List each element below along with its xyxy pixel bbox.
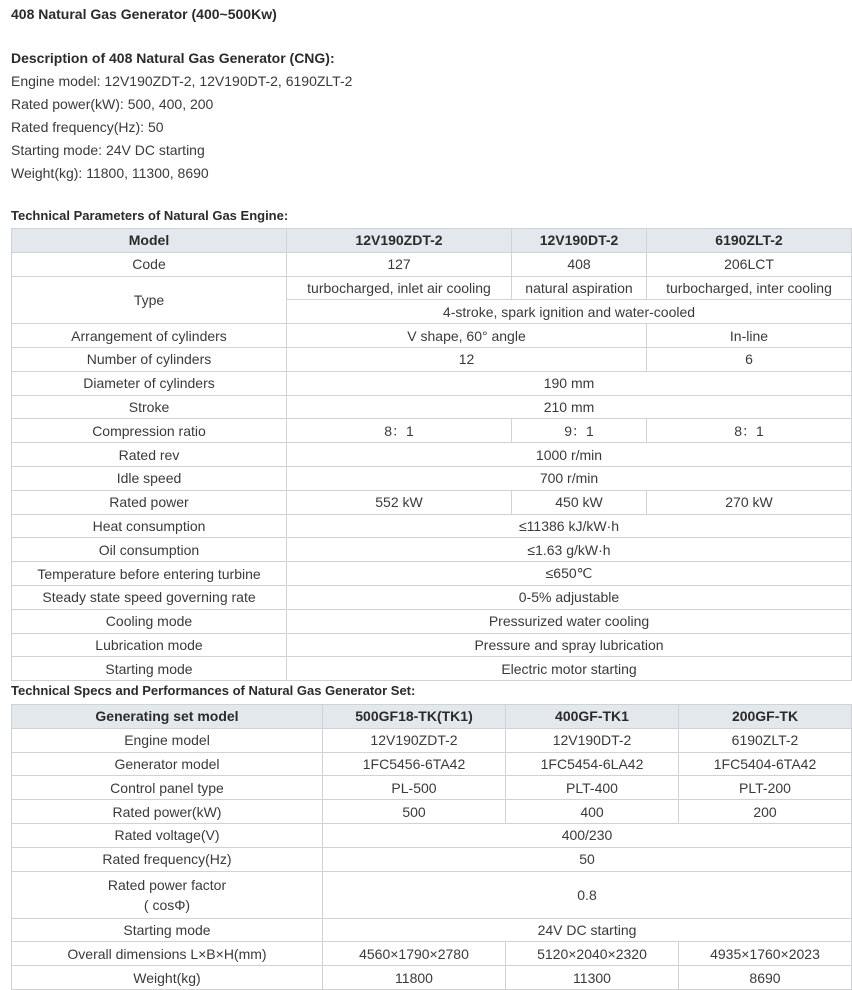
- row-label: Temperature before entering turbine: [12, 562, 287, 586]
- power-factor-label: Rated power factor: [107, 876, 227, 893]
- header-cell: 400GF-TK1: [506, 705, 679, 729]
- table-cell: 6190ZLT-2: [679, 728, 852, 752]
- table-cell: 5120×2040×2320: [506, 942, 679, 966]
- row-label: Number of cylinders: [12, 347, 287, 371]
- row-label: Weight(kg): [12, 966, 323, 990]
- engine-section-heading: Technical Parameters of Natural Gas Engine:: [11, 208, 289, 223]
- table-cell: 4560×1790×2780: [323, 942, 506, 966]
- row-label: Generator model: [12, 752, 323, 776]
- table-header-row: [12, 705, 852, 729]
- table-cell: 9：1: [512, 419, 647, 443]
- row-label: Idle speed: [12, 466, 287, 490]
- header-cell: 500GF18-TK(TK1): [323, 705, 506, 729]
- row-label: Heat consumption: [12, 514, 287, 538]
- table-row: [12, 585, 852, 609]
- table-row: [12, 514, 852, 538]
- row-label: Code: [12, 252, 287, 276]
- table-cell: 11800: [323, 966, 506, 990]
- table-cell: PL-500: [323, 776, 506, 800]
- table-cell: In-line: [647, 324, 852, 348]
- row-label: Starting mode: [12, 657, 287, 681]
- table-cell: 24V DC starting: [323, 918, 852, 942]
- table-cell: 127: [287, 252, 512, 276]
- table-row: [12, 419, 852, 443]
- table-cell: 190 mm: [287, 371, 852, 395]
- table-cell: V shape, 60° angle: [287, 324, 647, 348]
- row-label: Oil consumption: [12, 538, 287, 562]
- row-label: Steady state speed governing rate: [12, 585, 287, 609]
- table-row: [12, 847, 852, 871]
- description-line: Weight(kg): 11800, 11300, 8690: [11, 165, 209, 181]
- engine-parameters-table: [11, 228, 852, 681]
- table-cell: 0-5% adjustable: [287, 585, 852, 609]
- table-row: [12, 776, 852, 800]
- row-label: Engine model: [12, 728, 323, 752]
- table-header-row: [12, 229, 852, 253]
- table-row: [12, 752, 852, 776]
- row-label: Overall dimensions L×B×H(mm): [12, 942, 323, 966]
- table-cell: 12V190DT-2: [506, 728, 679, 752]
- table-cell: 400: [506, 800, 679, 824]
- table-row: [12, 918, 852, 942]
- row-label: Cooling mode: [12, 609, 287, 633]
- row-label: Rated frequency(Hz): [12, 847, 323, 871]
- row-label: Type: [12, 276, 287, 324]
- row-label: Lubrication mode: [12, 633, 287, 657]
- table-row: [12, 490, 852, 514]
- description-line: Starting mode: 24V DC starting: [11, 142, 205, 158]
- table-cell: 11300: [506, 966, 679, 990]
- table-cell: 270 kW: [647, 490, 852, 514]
- table-cell: 206LCT: [647, 252, 852, 276]
- row-label: Diameter of cylinders: [12, 371, 287, 395]
- table-cell: 500: [323, 800, 506, 824]
- row-label: Starting mode: [12, 918, 323, 942]
- table-row: [12, 800, 852, 824]
- row-label: Compression ratio: [12, 419, 287, 443]
- table-row: [12, 252, 852, 276]
- table-row: [12, 942, 852, 966]
- table-cell: 200: [679, 800, 852, 824]
- table-row: [12, 609, 852, 633]
- table-cell: turbocharged, inlet air cooling: [287, 276, 512, 300]
- table-row: [12, 466, 852, 490]
- table-cell: 8：1: [647, 419, 852, 443]
- header-cell: 200GF-TK: [679, 705, 852, 729]
- description-line: Rated frequency(Hz): 50: [11, 119, 164, 135]
- table-cell: 450 kW: [512, 490, 647, 514]
- table-cell: 400/230: [323, 823, 852, 847]
- row-label: Rated power: [12, 490, 287, 514]
- row-label: Arrangement of cylinders: [12, 324, 287, 348]
- description-line: Rated power(kW): 500, 400, 200: [11, 96, 214, 112]
- table-cell: 1FC5404-6TA42: [679, 752, 852, 776]
- table-row: [12, 538, 852, 562]
- header-cell: Generating set model: [12, 705, 323, 729]
- table-cell: 8690: [679, 966, 852, 990]
- row-label: Rated rev: [12, 443, 287, 467]
- genset-section-heading: Technical Specs and Performances of Natural Gas Generator Set:: [11, 683, 416, 698]
- row-label: Rated voltage(V): [12, 823, 323, 847]
- table-row: [12, 966, 852, 990]
- table-cell: 552 kW: [287, 490, 512, 514]
- table-row: [12, 823, 852, 847]
- table-row: [12, 371, 852, 395]
- header-cell: Model: [12, 229, 287, 253]
- table-cell: Pressurized water cooling: [287, 609, 852, 633]
- table-cell: Pressure and spray lubrication: [287, 633, 852, 657]
- genset-specs-table: [11, 704, 852, 990]
- table-row: [12, 871, 852, 918]
- table-cell: ≤1.63 g/kW·h: [287, 538, 852, 562]
- table-cell: 8：1: [287, 419, 512, 443]
- table-cell: 12V190ZDT-2: [323, 728, 506, 752]
- table-cell: 408: [512, 252, 647, 276]
- table-cell: 1FC5454-6LA42: [506, 752, 679, 776]
- page-title: 408 Natural Gas Generator (400~500Kw): [11, 6, 277, 22]
- table-cell: 4-stroke, spark ignition and water-cooled: [287, 300, 852, 324]
- table-row: [12, 443, 852, 467]
- table-cell: turbocharged, inter cooling: [647, 276, 852, 300]
- table-row: [12, 324, 852, 348]
- table-cell: PLT-200: [679, 776, 852, 800]
- table-cell: natural aspiration: [512, 276, 647, 300]
- table-cell: PLT-400: [506, 776, 679, 800]
- table-cell: 6: [647, 347, 852, 371]
- table-row: [12, 728, 852, 752]
- table-row: [12, 276, 852, 300]
- table-row: [12, 562, 852, 586]
- header-cell: 6190ZLT-2: [647, 229, 852, 253]
- table-row: [12, 657, 852, 681]
- power-factor-symbol: ( cosΦ): [143, 896, 191, 913]
- description-heading: Description of 408 Natural Gas Generator (CNG):: [11, 50, 335, 66]
- table-cell: ≤11386 kJ/kW·h: [287, 514, 852, 538]
- table-row: [12, 347, 852, 371]
- table-row: [12, 633, 852, 657]
- table-cell: 4935×1760×2023: [679, 942, 852, 966]
- row-label: Stroke: [12, 395, 287, 419]
- table-cell: 12: [287, 347, 647, 371]
- table-cell: 1000 r/min: [287, 443, 852, 467]
- table-row: [12, 395, 852, 419]
- table-cell: ≤650℃: [287, 562, 852, 586]
- header-cell: 12V190ZDT-2: [287, 229, 512, 253]
- table-cell: 700 r/min: [287, 466, 852, 490]
- row-label: Control panel type: [12, 776, 323, 800]
- header-cell: 12V190DT-2: [512, 229, 647, 253]
- table-cell: 50: [323, 847, 852, 871]
- table-cell: Electric motor starting: [287, 657, 852, 681]
- table-cell: 0.8: [323, 871, 852, 918]
- row-label: [12, 871, 323, 918]
- table-cell: 1FC5456-6TA42: [323, 752, 506, 776]
- table-cell: 210 mm: [287, 395, 852, 419]
- description-line: Engine model: 12V190ZDT-2, 12V190DT-2, 6190ZLT-2: [11, 73, 353, 89]
- row-label: Rated power(kW): [12, 800, 323, 824]
